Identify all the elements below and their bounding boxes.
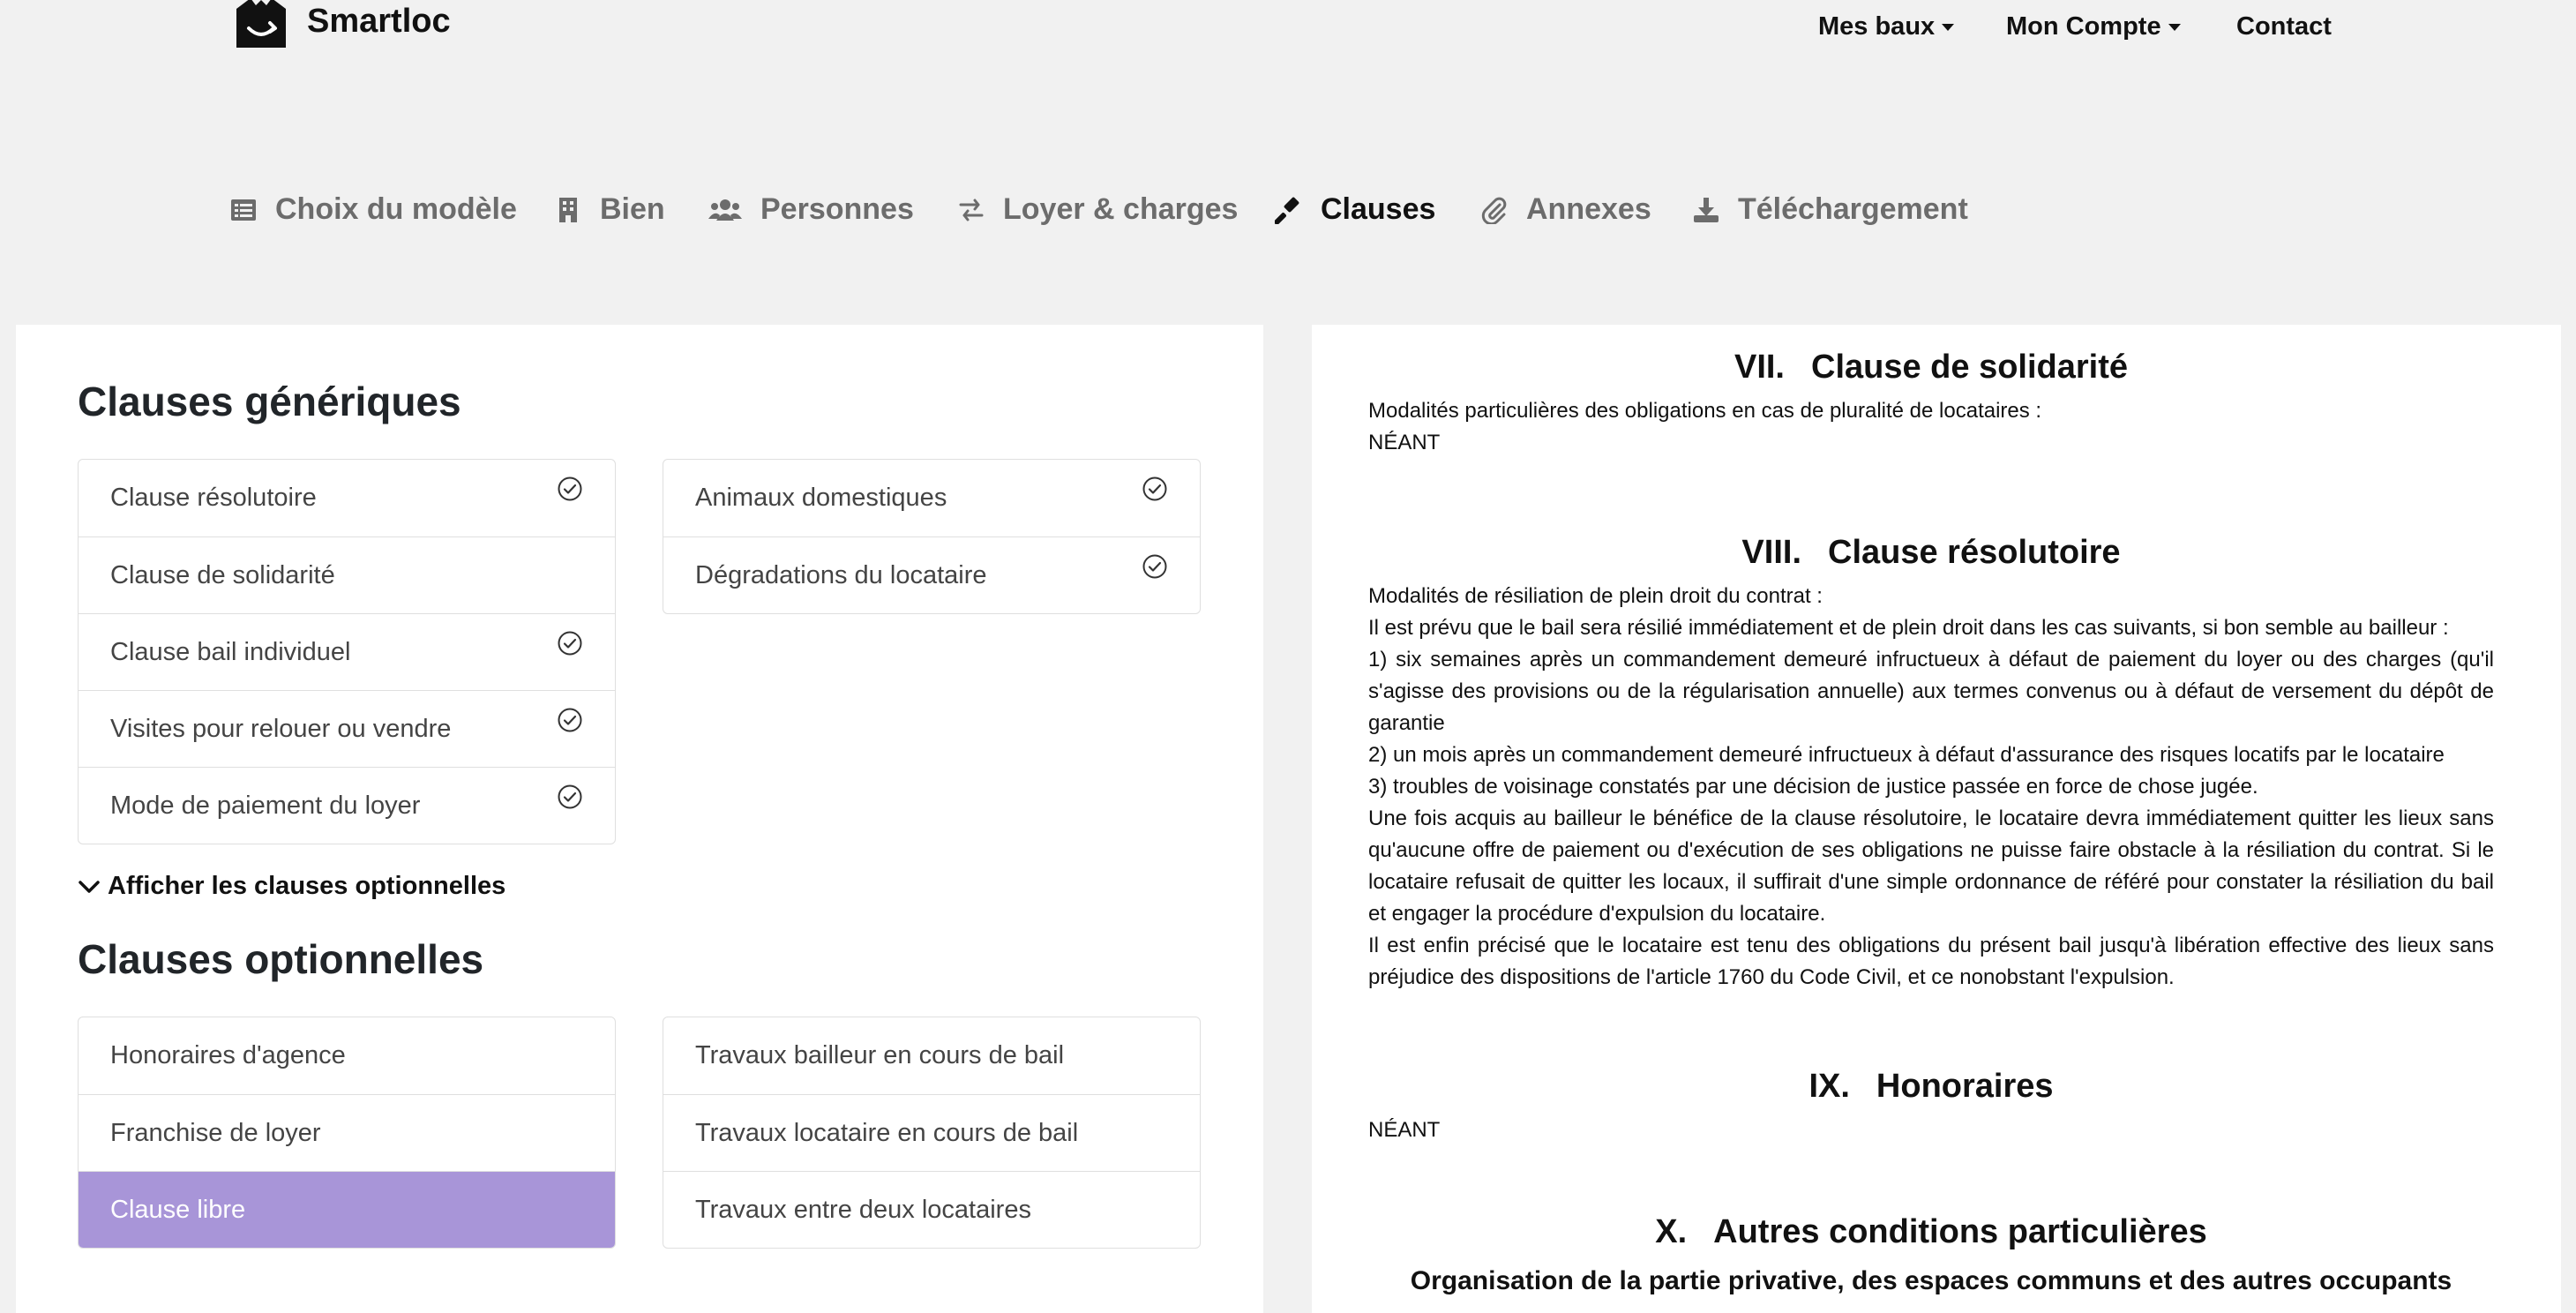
list-icon xyxy=(229,196,258,224)
caret-down-icon xyxy=(1942,24,1954,31)
clause-mode-paiement-item[interactable] xyxy=(79,767,615,844)
generic-clauses-list-right xyxy=(663,459,1201,614)
step-label: Téléchargement xyxy=(1738,192,1968,226)
section-solidarite xyxy=(1368,351,2494,459)
clause-franchise-item[interactable] xyxy=(79,1094,615,1171)
section-heading xyxy=(1368,534,2494,571)
step-label: Choix du modèle xyxy=(275,192,517,226)
users-icon xyxy=(708,196,743,224)
brand-name: Smartloc xyxy=(307,2,451,40)
list-item-label: Mode de paiement du loyer xyxy=(110,791,421,820)
paragraph: Modalités particulières des obligations en cas de pluralité de locataires : xyxy=(1368,399,2042,423)
clause-honoraires-item[interactable] xyxy=(79,1017,615,1094)
section-heading xyxy=(1368,349,2494,386)
section-honoraires xyxy=(1368,1070,2494,1146)
generic-clauses-list-left xyxy=(78,459,616,844)
clause-resolutoire-item[interactable] xyxy=(79,460,615,536)
clause-travaux-locataire-item[interactable] xyxy=(663,1094,1200,1171)
clause-animaux-item[interactable] xyxy=(663,460,1200,536)
list-item-label: Travaux bailleur en cours de bail xyxy=(695,1041,1065,1069)
list-item-label: Dégradations du locataire xyxy=(695,560,987,589)
download-icon xyxy=(1692,196,1720,224)
paragraph: NÉANT xyxy=(1368,1118,1441,1142)
check-circle-icon xyxy=(557,707,583,733)
step-label: Loyer & charges xyxy=(1003,192,1239,226)
step-annexes[interactable] xyxy=(1480,192,1651,227)
list-item-label: Clause bail individuel xyxy=(110,637,351,666)
step-label: Clauses xyxy=(1321,192,1436,226)
nav-mon-compte[interactable] xyxy=(2006,12,2181,41)
clause-degradations-item[interactable] xyxy=(663,536,1200,613)
list-item-label: Honoraires d'agence xyxy=(110,1041,346,1069)
paragraph: Il est enfin précisé que le locataire est tenu des obligations du présent bail jusqu'à libération effective des lieux sans préjudice des dispositions de l'article 1760 du Code Civil, et ce nonobstant l'expulsion. xyxy=(1368,934,2494,989)
paperclip-icon xyxy=(1480,196,1509,224)
section-number: VIII. xyxy=(1741,534,1801,571)
list-item-label: Travaux entre deux locataires xyxy=(695,1195,1031,1224)
section-resolutoire xyxy=(1368,536,2494,994)
step-label: Bien xyxy=(600,192,665,226)
clause-libre-item[interactable] xyxy=(79,1171,615,1248)
document-preview[interactable] xyxy=(1312,325,2561,1313)
step-bien[interactable] xyxy=(554,192,665,227)
paragraph: Une fois acquis au bailleur le bénéfice de la clause résolutoire, le locataire devra immédiatement quitter les lieux sans qu'aucune offre de paiement ou d'exécution de ses obligations ne puisse faire obstacle à la résiliation du contrat. Si le locataire refusait de quitter les locaux, il suffirait d'une simple ordonnance de référé pour constater la résiliation du bail et engager la procédure d'expulsion du locataire. xyxy=(1368,807,2494,926)
toggle-optional-label: Afficher les clauses optionnelles xyxy=(108,872,506,900)
top-navigation xyxy=(0,12,2576,51)
list-item-label: Animaux domestiques xyxy=(695,484,947,512)
check-circle-icon xyxy=(557,630,583,656)
section-title: Clause résolutoire xyxy=(1828,534,2121,571)
clause-travaux-bailleur-item[interactable] xyxy=(663,1017,1200,1094)
step-label: Annexes xyxy=(1526,192,1651,226)
nav-contact-label: Contact xyxy=(2236,12,2332,41)
section-subtitle: Organisation de la partie privative, des espaces communs et des autres occupants xyxy=(1410,1266,2452,1295)
step-loyer-charges[interactable] xyxy=(957,192,1238,227)
list-item-label: Visites pour relouer ou vendre xyxy=(110,714,452,743)
building-icon xyxy=(554,196,582,224)
paragraph: 1) six semaines après un commandement demeuré infructueux à défaut de paiement du loyer ou des charges (qu'il s'agisse des provisions ou de la régularisation annuelle) aux termes convenus ou à défaut de versement du dépôt de garantie xyxy=(1368,648,2494,735)
check-circle-icon xyxy=(557,476,583,502)
step-choix-du-modele[interactable] xyxy=(229,192,517,227)
nav-mes-baux[interactable] xyxy=(1818,12,1954,41)
paragraph: 2) un mois après un commandement demeuré infructueux à défaut d'assurance des risques locatifs par le locataire xyxy=(1368,743,2445,767)
optional-clauses-title: Clauses optionnelles xyxy=(78,936,484,982)
clauses-panel xyxy=(16,325,1263,1313)
check-circle-icon xyxy=(1142,553,1168,580)
section-heading xyxy=(1368,1068,2494,1105)
caret-down-icon xyxy=(2168,24,2181,31)
section-heading xyxy=(1368,1213,2494,1250)
section-title: Honoraires xyxy=(1876,1068,2054,1105)
nav-mon-compte-label: Mon Compte xyxy=(2006,12,2161,41)
list-item-label: Clause de solidarité xyxy=(110,560,335,589)
paragraph: Il est prévu que le bail sera résilié immédiatement et de plein droit dans les cas suivants, si bon semble au bailleur : xyxy=(1368,616,2449,640)
list-item-label: Travaux locataire en cours de bail xyxy=(695,1118,1079,1147)
step-personnes[interactable] xyxy=(708,192,914,227)
section-title: Clause de solidarité xyxy=(1811,349,2129,386)
toggle-optional-clauses-link[interactable] xyxy=(78,872,505,901)
section-title: Autres conditions particulières xyxy=(1713,1213,2207,1250)
exchange-icon xyxy=(957,196,985,224)
step-telechargement[interactable] xyxy=(1692,192,1968,227)
clause-travaux-deux-locataires-item[interactable] xyxy=(663,1171,1200,1248)
gavel-icon xyxy=(1275,196,1303,224)
section-autres-conditions xyxy=(1368,1213,2494,1297)
check-circle-icon xyxy=(1142,476,1168,502)
section-number: X. xyxy=(1655,1213,1688,1250)
list-item-label: Clause résolutoire xyxy=(110,484,317,512)
section-number: VII. xyxy=(1734,349,1785,386)
generic-clauses-title: Clauses génériques xyxy=(78,379,461,424)
step-clauses[interactable] xyxy=(1275,192,1435,227)
optional-clauses-list-right xyxy=(663,1017,1201,1249)
nav-mes-baux-label: Mes baux xyxy=(1818,12,1936,41)
chevron-down-icon xyxy=(78,875,101,898)
clause-visites-item[interactable] xyxy=(79,690,615,767)
paragraph: Modalités de résiliation de plein droit du contrat : xyxy=(1368,584,1823,608)
check-circle-icon xyxy=(557,784,583,810)
step-label: Personnes xyxy=(760,192,914,226)
section-number: IX. xyxy=(1808,1068,1850,1105)
paragraph: 3) troubles de voisinage constatés par une décision de justice passée en force de chose jugée. xyxy=(1368,775,2258,799)
optional-clauses-list-left xyxy=(78,1017,616,1249)
nav-contact[interactable] xyxy=(2236,12,2332,41)
paragraph: NÉANT xyxy=(1368,431,1441,454)
list-item-label: Franchise de loyer xyxy=(110,1118,321,1147)
clause-bail-individuel-item[interactable] xyxy=(79,613,615,690)
list-item-label: Clause libre xyxy=(110,1195,246,1224)
clause-solidarite-item[interactable] xyxy=(79,536,615,613)
